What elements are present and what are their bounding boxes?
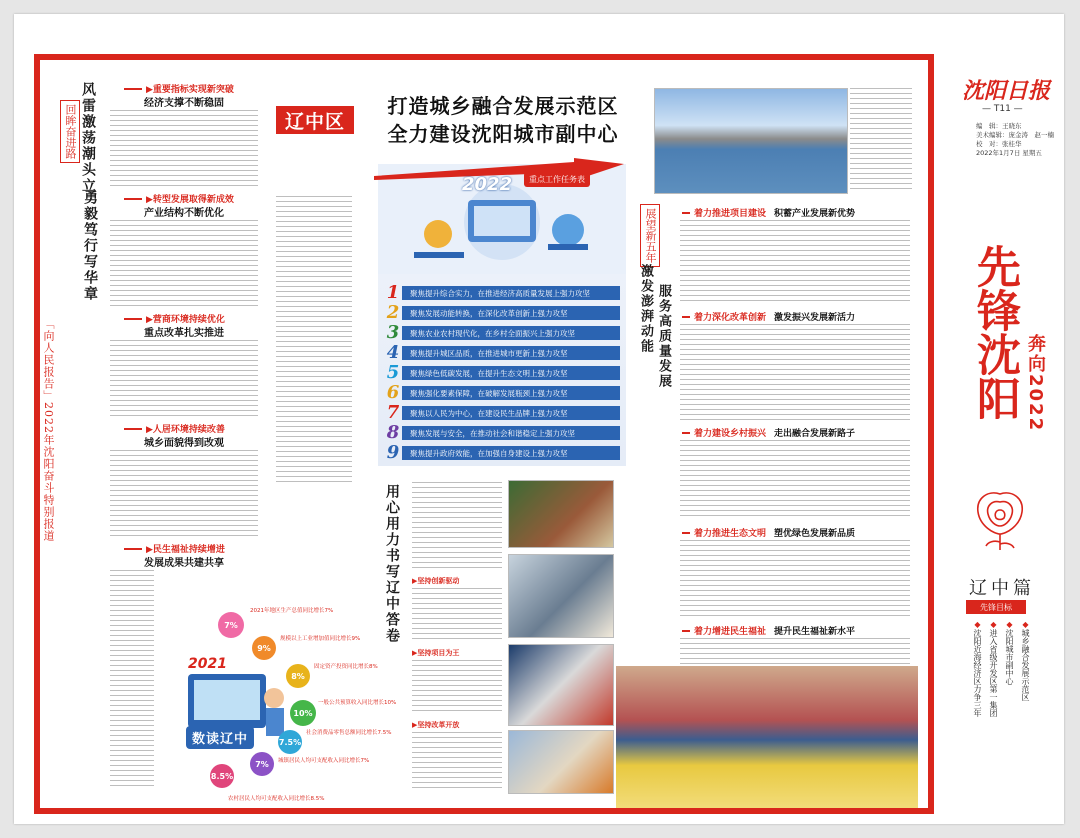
review-tag: 回眸奋进路 <box>60 100 80 163</box>
data-bubble: 7% <box>250 752 274 776</box>
answer-body-1 <box>412 482 502 572</box>
data-title: 数读辽中 <box>186 726 254 749</box>
section-name: 辽中篇 <box>969 578 1035 599</box>
task-text: 聚焦绿色低碳发展，在提升生态文明上强力攻坚 <box>402 366 620 380</box>
left-body-2 <box>110 220 258 308</box>
task-text: 聚焦提升综合实力，在推进经济高质量发展上强力攻坚 <box>402 286 620 300</box>
task-row <box>384 344 620 362</box>
task-number: 1 <box>386 282 400 303</box>
data-bubble: 7.5% <box>278 730 302 754</box>
mid-left-body <box>276 196 352 486</box>
data-bubble: 10% <box>290 700 316 726</box>
task-number: 2 <box>386 302 400 323</box>
right-kicker-1: 着力推进项目建设 积蓄产业发展新优势 <box>682 206 855 219</box>
task-text: 聚焦强化要素保障，在破解发展瓶颈上强力攻坚 <box>402 386 620 400</box>
photo-cityscape <box>654 88 848 194</box>
data-label: 固定资产投资同比增长8% <box>314 664 378 670</box>
task-number: 8 <box>386 422 400 443</box>
answer-body-4 <box>412 732 502 792</box>
forward-title: 奔向2022 <box>1025 334 1046 433</box>
pioneer-title: 先锋沈阳 <box>969 244 1020 420</box>
rose-icon <box>960 484 1040 554</box>
task-text: 聚焦提升政府效能，在加强自身建设上强力攻坚 <box>402 446 620 460</box>
series-label: 「向人民报告」2022年沈阳奋斗特别报道 <box>36 318 56 618</box>
task-number: 6 <box>386 382 400 403</box>
data-label: 2021年地区生产总值同比增长7% <box>250 608 334 614</box>
right-body-5 <box>680 638 910 666</box>
goal-item: ◆ 沈阳近海经济区力争三年 <box>973 620 982 717</box>
right-title-line1: 激发澎湃动能 <box>638 264 653 354</box>
photo-bridge <box>508 730 614 794</box>
task-number: 4 <box>386 342 400 363</box>
left-kicker-4: ▶人居环境持续改善 <box>124 422 225 435</box>
task-row <box>384 404 620 422</box>
data-bubble: 8.5% <box>210 764 234 788</box>
right-kicker-2: 着力深化改革创新 激发振兴发展新活力 <box>682 310 855 323</box>
goal-item: ◆ 进入省级开发区第一集团 <box>989 620 998 717</box>
right-kicker-5: 着力增进民生福祉 提升民生福祉新水平 <box>682 624 855 637</box>
task-text: 聚焦发展与安全，在推动社会和谐稳定上强力攻坚 <box>402 426 620 440</box>
left-body-3 <box>110 340 258 418</box>
task-text: 聚焦农业农村现代化，在乡村全面振兴上强力攻坚 <box>402 326 620 340</box>
data-bubble: 8% <box>286 664 310 688</box>
right-body-4 <box>680 540 910 618</box>
left-kicker-5: ▶民生福祉持续增进 <box>124 542 225 555</box>
left-headline-4: 城乡面貌得到改观 <box>144 438 224 449</box>
goal-list <box>972 620 1030 717</box>
left-kicker-1: ▶重要指标实现新突破 <box>124 82 234 95</box>
left-kicker-3: ▶营商环境持续优化 <box>124 312 225 325</box>
answer-body-3 <box>412 660 502 714</box>
task-row <box>384 424 620 442</box>
photo-children-flowers <box>616 666 918 808</box>
task-number: 7 <box>386 402 400 423</box>
data-year: 2021 <box>188 656 227 672</box>
newspaper-sheet <box>14 14 1064 824</box>
task-row <box>384 304 620 322</box>
data-label: 社会消费品零售总额同比增长7.5% <box>306 730 392 736</box>
data-label: 农村居民人均可支配收入同比增长8.5% <box>228 796 325 802</box>
answer-body-2 <box>412 588 502 642</box>
task-number: 3 <box>386 322 400 343</box>
right-kicker-4: 着力推进生态文明 塑优绿色发展新品质 <box>682 526 855 539</box>
left-body-5 <box>110 570 154 790</box>
goal-badge: 先锋目标 <box>966 600 1026 614</box>
right-body-3 <box>680 440 910 520</box>
data-bubble: 7% <box>218 612 244 638</box>
right-body-2 <box>680 324 910 420</box>
answer-kicker-2: ▶坚持项目为王 <box>412 649 460 657</box>
answer-title: 用心用力书写辽中答卷 <box>384 484 400 644</box>
task-badge: 重点工作任务表 <box>524 172 590 187</box>
task-text: 聚焦以人民为中心，在建设民生品牌上强力攻坚 <box>402 406 620 420</box>
left-title-line1: 风雷激荡潮头立 <box>80 82 96 194</box>
masthead-logo: 沈阳日报 <box>962 78 1051 104</box>
task-number: 9 <box>386 442 400 463</box>
outlook-tag: 展望新五年 <box>640 204 660 267</box>
photo-greenhouse <box>508 480 614 548</box>
task-row <box>384 284 620 302</box>
staff-info: 编 辑：王晓东 美术编辑：庞金涛 赵一楠 校 对：张桂华 2022年1月7日 星期五 <box>976 122 1054 157</box>
left-kicker-2: ▶转型发展取得新成效 <box>124 192 234 205</box>
left-headline-5: 发展成果共建共享 <box>144 558 224 569</box>
photo-caption <box>850 88 912 192</box>
task-number: 5 <box>386 362 400 383</box>
left-title-line2: 勇毅笃行写华章 <box>82 190 98 302</box>
task-year: 2022 <box>462 174 513 195</box>
data-label: 规模以上工业增加值同比增长9% <box>280 636 361 642</box>
task-row <box>384 324 620 342</box>
answer-kicker-1: ▶坚持创新驱动 <box>412 577 460 585</box>
data-label: 城镇居民人均可支配收入同比增长7% <box>278 758 370 764</box>
task-row <box>384 384 620 402</box>
answer-kicker-3: ▶坚持改革开放 <box>412 721 460 729</box>
task-text: 聚焦发展动能转换，在深化改革创新上强力攻坚 <box>402 306 620 320</box>
goal-item: ◆ 沈阳城市副中心 <box>1005 620 1014 685</box>
left-body-1 <box>110 110 258 188</box>
main-title: 打造城乡融合发展示范区 全力建设沈阳城市副中心 <box>387 94 619 146</box>
page-number: — T11 — <box>982 104 1023 114</box>
right-body-1 <box>680 220 910 304</box>
goal-item: ◆ 城乡融合发展示范区 <box>1021 620 1030 701</box>
left-headline-2: 产业结构不断优化 <box>144 208 224 219</box>
task-text: 聚焦提升城区品质，在推进城市更新上强力攻坚 <box>402 346 620 360</box>
photo-lab <box>508 554 614 638</box>
right-kicker-3: 着力建设乡村振兴 走出融合发展新路子 <box>682 426 855 439</box>
photo-factory <box>508 644 614 726</box>
task-row <box>384 444 620 462</box>
task-row <box>384 364 620 382</box>
data-bubble: 9% <box>252 636 276 660</box>
district-badge: 辽中区 <box>276 106 354 134</box>
left-headline-3: 重点改革扎实推进 <box>144 328 224 339</box>
left-body-4 <box>110 450 258 538</box>
right-title-line2: 服务高质量发展 <box>656 284 671 389</box>
data-label: 一般公共预算收入同比增长10% <box>318 700 397 706</box>
left-headline-1: 经济支撑不断稳固 <box>144 98 224 109</box>
